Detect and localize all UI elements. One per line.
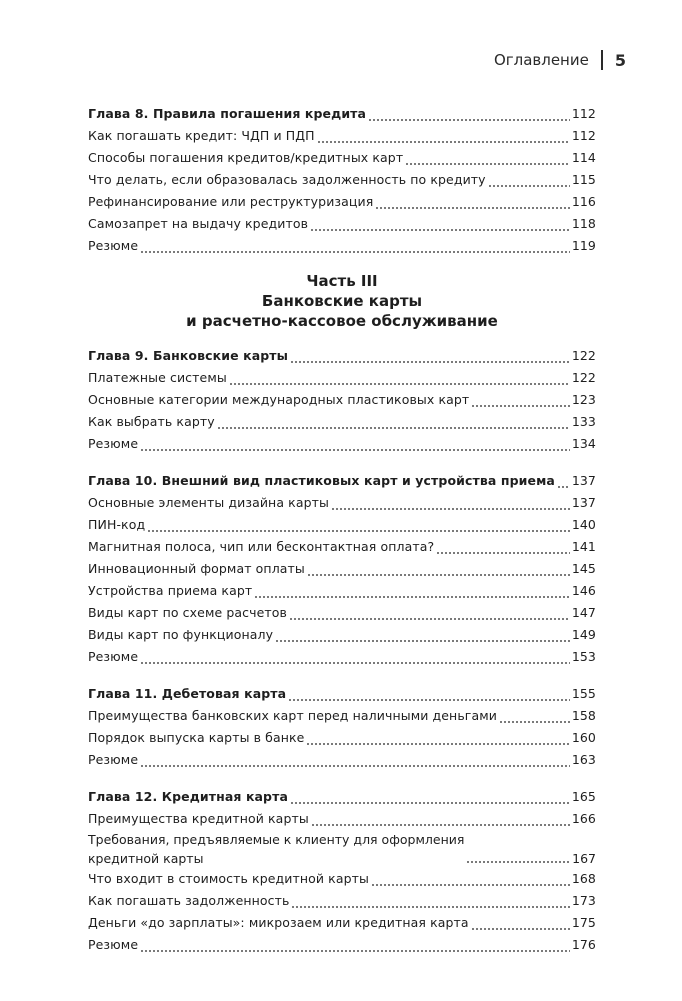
toc-entry[interactable]: Порядок выпуска карты в банке 160 <box>88 727 596 749</box>
dot-leader <box>499 705 570 727</box>
toc-entry[interactable]: Что входит в стоимость кредитной карты 168 <box>88 868 596 890</box>
part-heading <box>88 271 596 331</box>
toc-entry[interactable]: Преимущества банковских карт перед наличными деньгами 158 <box>88 705 596 727</box>
entry-line1: Требования, предъявляемые к клиенту для оформления <box>88 832 465 847</box>
toc-chapter-8[interactable]: Глава 8. Правила погашения кредита 112 <box>88 103 596 125</box>
toc-entry[interactable]: Резюме 153 <box>88 646 596 668</box>
dot-leader <box>371 868 570 890</box>
spacer <box>88 771 596 786</box>
dot-leader <box>436 536 570 558</box>
dot-leader <box>375 191 569 213</box>
dot-leader <box>275 624 570 646</box>
toc-entry[interactable]: Инновационный формат оплаты 145 <box>88 558 596 580</box>
toc-chapter-12[interactable]: Глава 12. Кредитная карта 165 <box>88 786 596 808</box>
toc-entry[interactable]: Как погашать кредит: ЧДП и ПДП 112 <box>88 125 596 147</box>
toc-entry[interactable]: Деньги «до зарплаты»: микрозаем или кредитная карта 175 <box>88 912 596 934</box>
toc-entry[interactable]: Что делать, если образовалась задолженность по кредиту 115 <box>88 169 596 191</box>
section-title: Оглавление <box>493 51 589 69</box>
toc-chapter-10[interactable]: Глава 10. Внешний вид пластиковых карт и устройства приема 137 <box>88 470 596 492</box>
toc-entry[interactable]: Самозапрет на выдачу кредитов 118 <box>88 213 596 235</box>
page-number: 5 <box>614 50 626 70</box>
toc-entry[interactable]: Магнитная полоса, чип или бесконтактная оплата? 141 <box>88 536 596 558</box>
dot-leader <box>140 646 570 668</box>
part-title-line1: Банковские карты <box>261 292 423 310</box>
dot-leader <box>254 580 570 602</box>
dot-leader <box>291 890 569 912</box>
dot-leader <box>290 786 570 808</box>
toc-entry[interactable]: Платежные системы 122 <box>88 367 596 389</box>
header-divider <box>601 50 603 70</box>
dot-leader <box>471 389 570 411</box>
dot-leader <box>289 602 570 624</box>
toc-entry[interactable]: Основные элементы дизайна карты 137 <box>88 492 596 514</box>
dot-leader <box>140 433 570 455</box>
dot-leader <box>307 558 570 580</box>
dot-leader <box>147 514 570 536</box>
toc-entry[interactable]: Резюме 119 <box>88 235 596 257</box>
toc-entry-multiline[interactable]: Требования, предъявляемые к клиенту для оформления кредитной карты 167 <box>88 832 596 866</box>
dot-leader <box>471 912 570 934</box>
dot-leader <box>317 125 570 147</box>
dot-leader <box>557 470 570 492</box>
dot-leader <box>140 749 570 771</box>
toc-entry[interactable]: ПИН-код 140 <box>88 514 596 536</box>
dot-leader <box>290 345 570 367</box>
spacer <box>88 668 596 683</box>
toc-entry[interactable]: Рефинансирование или реструктуризация 116 <box>88 191 596 213</box>
dot-leader <box>306 727 569 749</box>
toc-entry[interactable]: Основные категории международных пластиковых карт 123 <box>88 389 596 411</box>
table-of-contents <box>88 103 596 956</box>
toc-entry[interactable]: Устройства приема карт 146 <box>88 580 596 602</box>
dot-leader <box>217 411 570 433</box>
dot-leader <box>331 492 570 514</box>
toc-chapter-11[interactable]: Глава 11. Дебетовая карта 155 <box>88 683 596 705</box>
toc-entry[interactable]: Виды карт по функционалу 149 <box>88 624 596 646</box>
spacer <box>88 455 596 470</box>
dot-leader <box>488 169 570 191</box>
dot-leader <box>140 934 570 956</box>
entry-line2: кредитной карты <box>88 851 204 866</box>
toc-entry[interactable]: Способы погашения кредитов/кредитных карт 114 <box>88 147 596 169</box>
toc-entry[interactable]: Виды карт по схеме расчетов 147 <box>88 602 596 624</box>
dot-leader <box>310 213 570 235</box>
toc-entry[interactable]: Как погашать задолженность 173 <box>88 890 596 912</box>
toc-chapter-9[interactable]: Глава 9. Банковские карты 122 <box>88 345 596 367</box>
dot-leader <box>229 367 570 389</box>
dot-leader <box>140 235 570 257</box>
dot-leader <box>288 683 570 705</box>
dot-leader <box>466 830 570 868</box>
running-header <box>494 50 626 70</box>
part-number: Часть III <box>306 272 378 290</box>
toc-entry[interactable]: Резюме 163 <box>88 749 596 771</box>
toc-entry[interactable]: Резюме 134 <box>88 433 596 455</box>
dot-leader <box>311 808 570 830</box>
toc-entry[interactable]: Как выбрать карту 133 <box>88 411 596 433</box>
toc-entry[interactable]: Резюме 176 <box>88 934 596 956</box>
dot-leader <box>405 147 570 169</box>
toc-entry[interactable]: Преимущества кредитной карты 166 <box>88 808 596 830</box>
part-title-line2: и расчетно-кассовое обслуживание <box>186 312 498 330</box>
dot-leader <box>368 103 570 125</box>
